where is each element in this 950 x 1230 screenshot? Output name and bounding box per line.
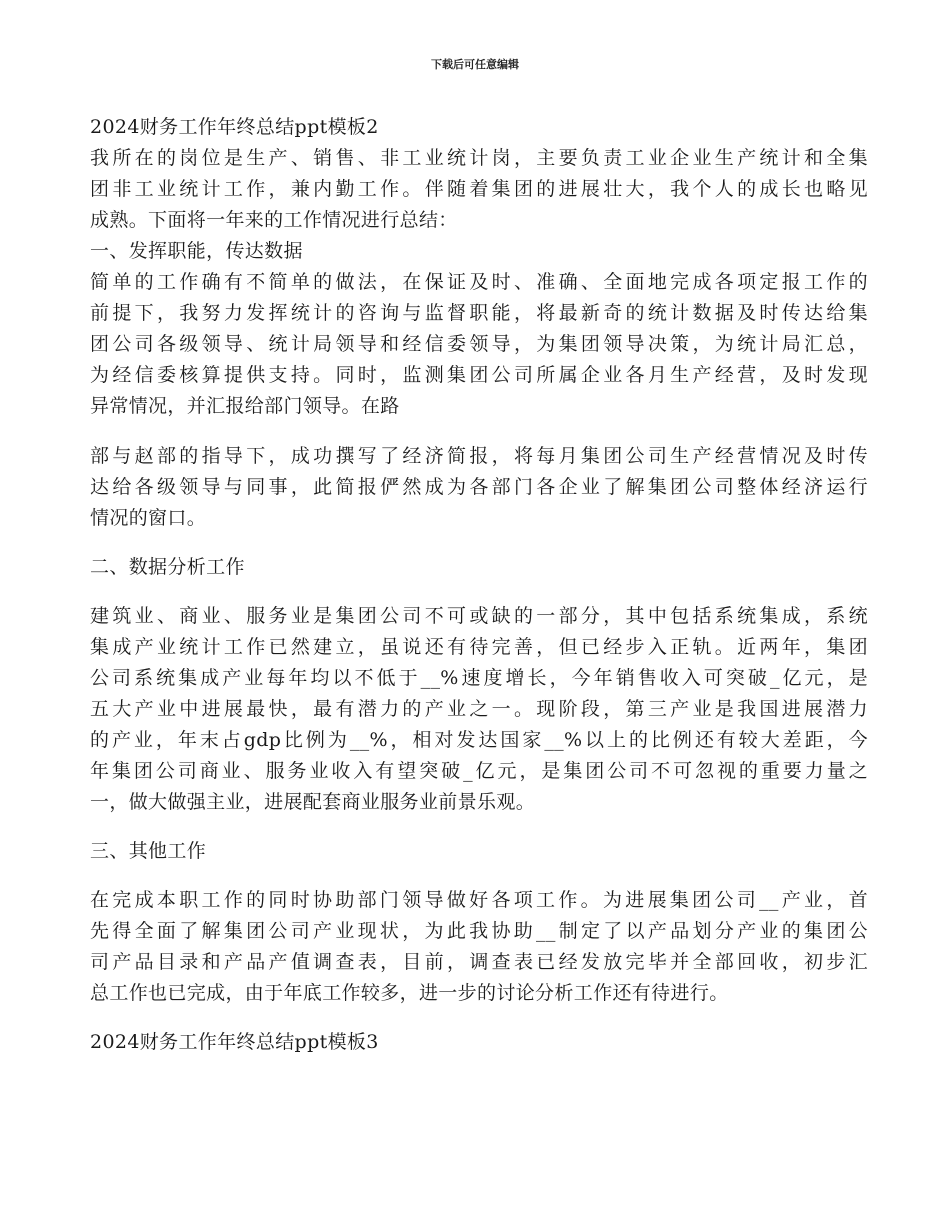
paragraph-line: 先得全面了解集团公司产业现状，为此我协助__制定了以产品划分产业的集团公 <box>90 920 868 942</box>
intro-paragraph <box>90 143 868 236</box>
paragraph-line: 五大产业中进展最快，最有潜力的产业之一。现阶段，第三产业是我国进展潜力 <box>90 698 868 720</box>
paragraph-line: 司产品目录和产品产值调查表，目前，调查表已经发放完毕并全部回收，初步汇 <box>90 951 868 973</box>
paragraph-line: 为经信委核算提供支持。同时，监测集团公司所属企业各月生产经营，及时发现 <box>90 364 868 386</box>
paragraph-line: 公司系统集成产业每年均以不低于__%速度增长，今年销售收入可突破_亿元，是 <box>90 667 868 689</box>
paragraph-line: 成熟。下面将一年来的工作情况进行总结： <box>90 209 458 231</box>
paragraph-line: 一，做大做强主业，进展配套商业服务业前景乐观。 <box>90 791 536 813</box>
paragraph-line: 简单的工作确有不简单的做法，在保证及时、准确、全面地完成各项定报工作的 <box>90 271 868 293</box>
paragraph-line: 达给各级领导与同事，此简报俨然成为各部门各企业了解集团公司整体经济运行 <box>90 476 868 498</box>
paragraph-line: 总工作也已完成，由于年底工作较多，进一步的讨论分析工作还有待进行。 <box>90 982 729 1004</box>
section-title: 2024财务工作年终总结ppt模板3 <box>90 1031 379 1053</box>
paragraph-line: 年集团公司商业、服务业收入有望突破_亿元，是集团公司不可忽视的重要力量之 <box>90 760 868 782</box>
paragraph-3 <box>90 601 868 818</box>
paragraph-line: 情况的窗口。 <box>90 507 207 529</box>
paragraph-2 <box>90 441 868 534</box>
paragraph-line: 集成产业统计工作已然建立，虽说还有待完善，但已经步入正轨。近两年，集团 <box>90 636 868 658</box>
paragraph-line: 我所在的岗位是生产、销售、非工业统计岗，主要负责工业企业生产统计和全集 <box>90 147 868 169</box>
section-title: 2024财务工作年终总结ppt模板2 <box>90 116 379 138</box>
paragraph-line: 在完成本职工作的同时协助部门领导做好各项工作。为进展集团公司__产业，首 <box>90 889 868 911</box>
page-header: 下载后可任意编辑 <box>431 58 519 71</box>
document-body <box>90 112 868 1058</box>
paragraph-line: 团公司各级领导、统计局领导和经信委领导，为集团领导决策，为统计局汇总， <box>90 333 868 355</box>
section-heading: 二、数据分析工作 <box>90 556 245 578</box>
paragraph-line: 建筑业、商业、服务业是集团公司不可或缺的一部分，其中包括系统集成，系统 <box>90 605 868 627</box>
paragraph-line: 异常情况，并汇报给部门领导。在路 <box>90 395 400 417</box>
paragraph-line: 部与赵部的指导下，成功撰写了经济简报，将每月集团公司生产经营情况及时传 <box>90 445 868 467</box>
paragraph-4 <box>90 885 868 1009</box>
paragraph-1 <box>90 267 868 422</box>
section-heading: 一、发挥职能，传达数据 <box>90 240 303 262</box>
paragraph-line: 团非工业统计工作，兼内勤工作。伴随着集团的进展壮大，我个人的成长也略见 <box>90 178 868 200</box>
paragraph-line: 的产业，年末占gdp比例为__%，相对发达国家__%以上的比例还有较大差距，今 <box>90 729 868 751</box>
paragraph-line: 前提下，我努力发挥统计的咨询与监督职能，将最新奇的统计数据及时传达给集 <box>90 302 868 324</box>
section-heading: 三、其他工作 <box>90 840 207 862</box>
